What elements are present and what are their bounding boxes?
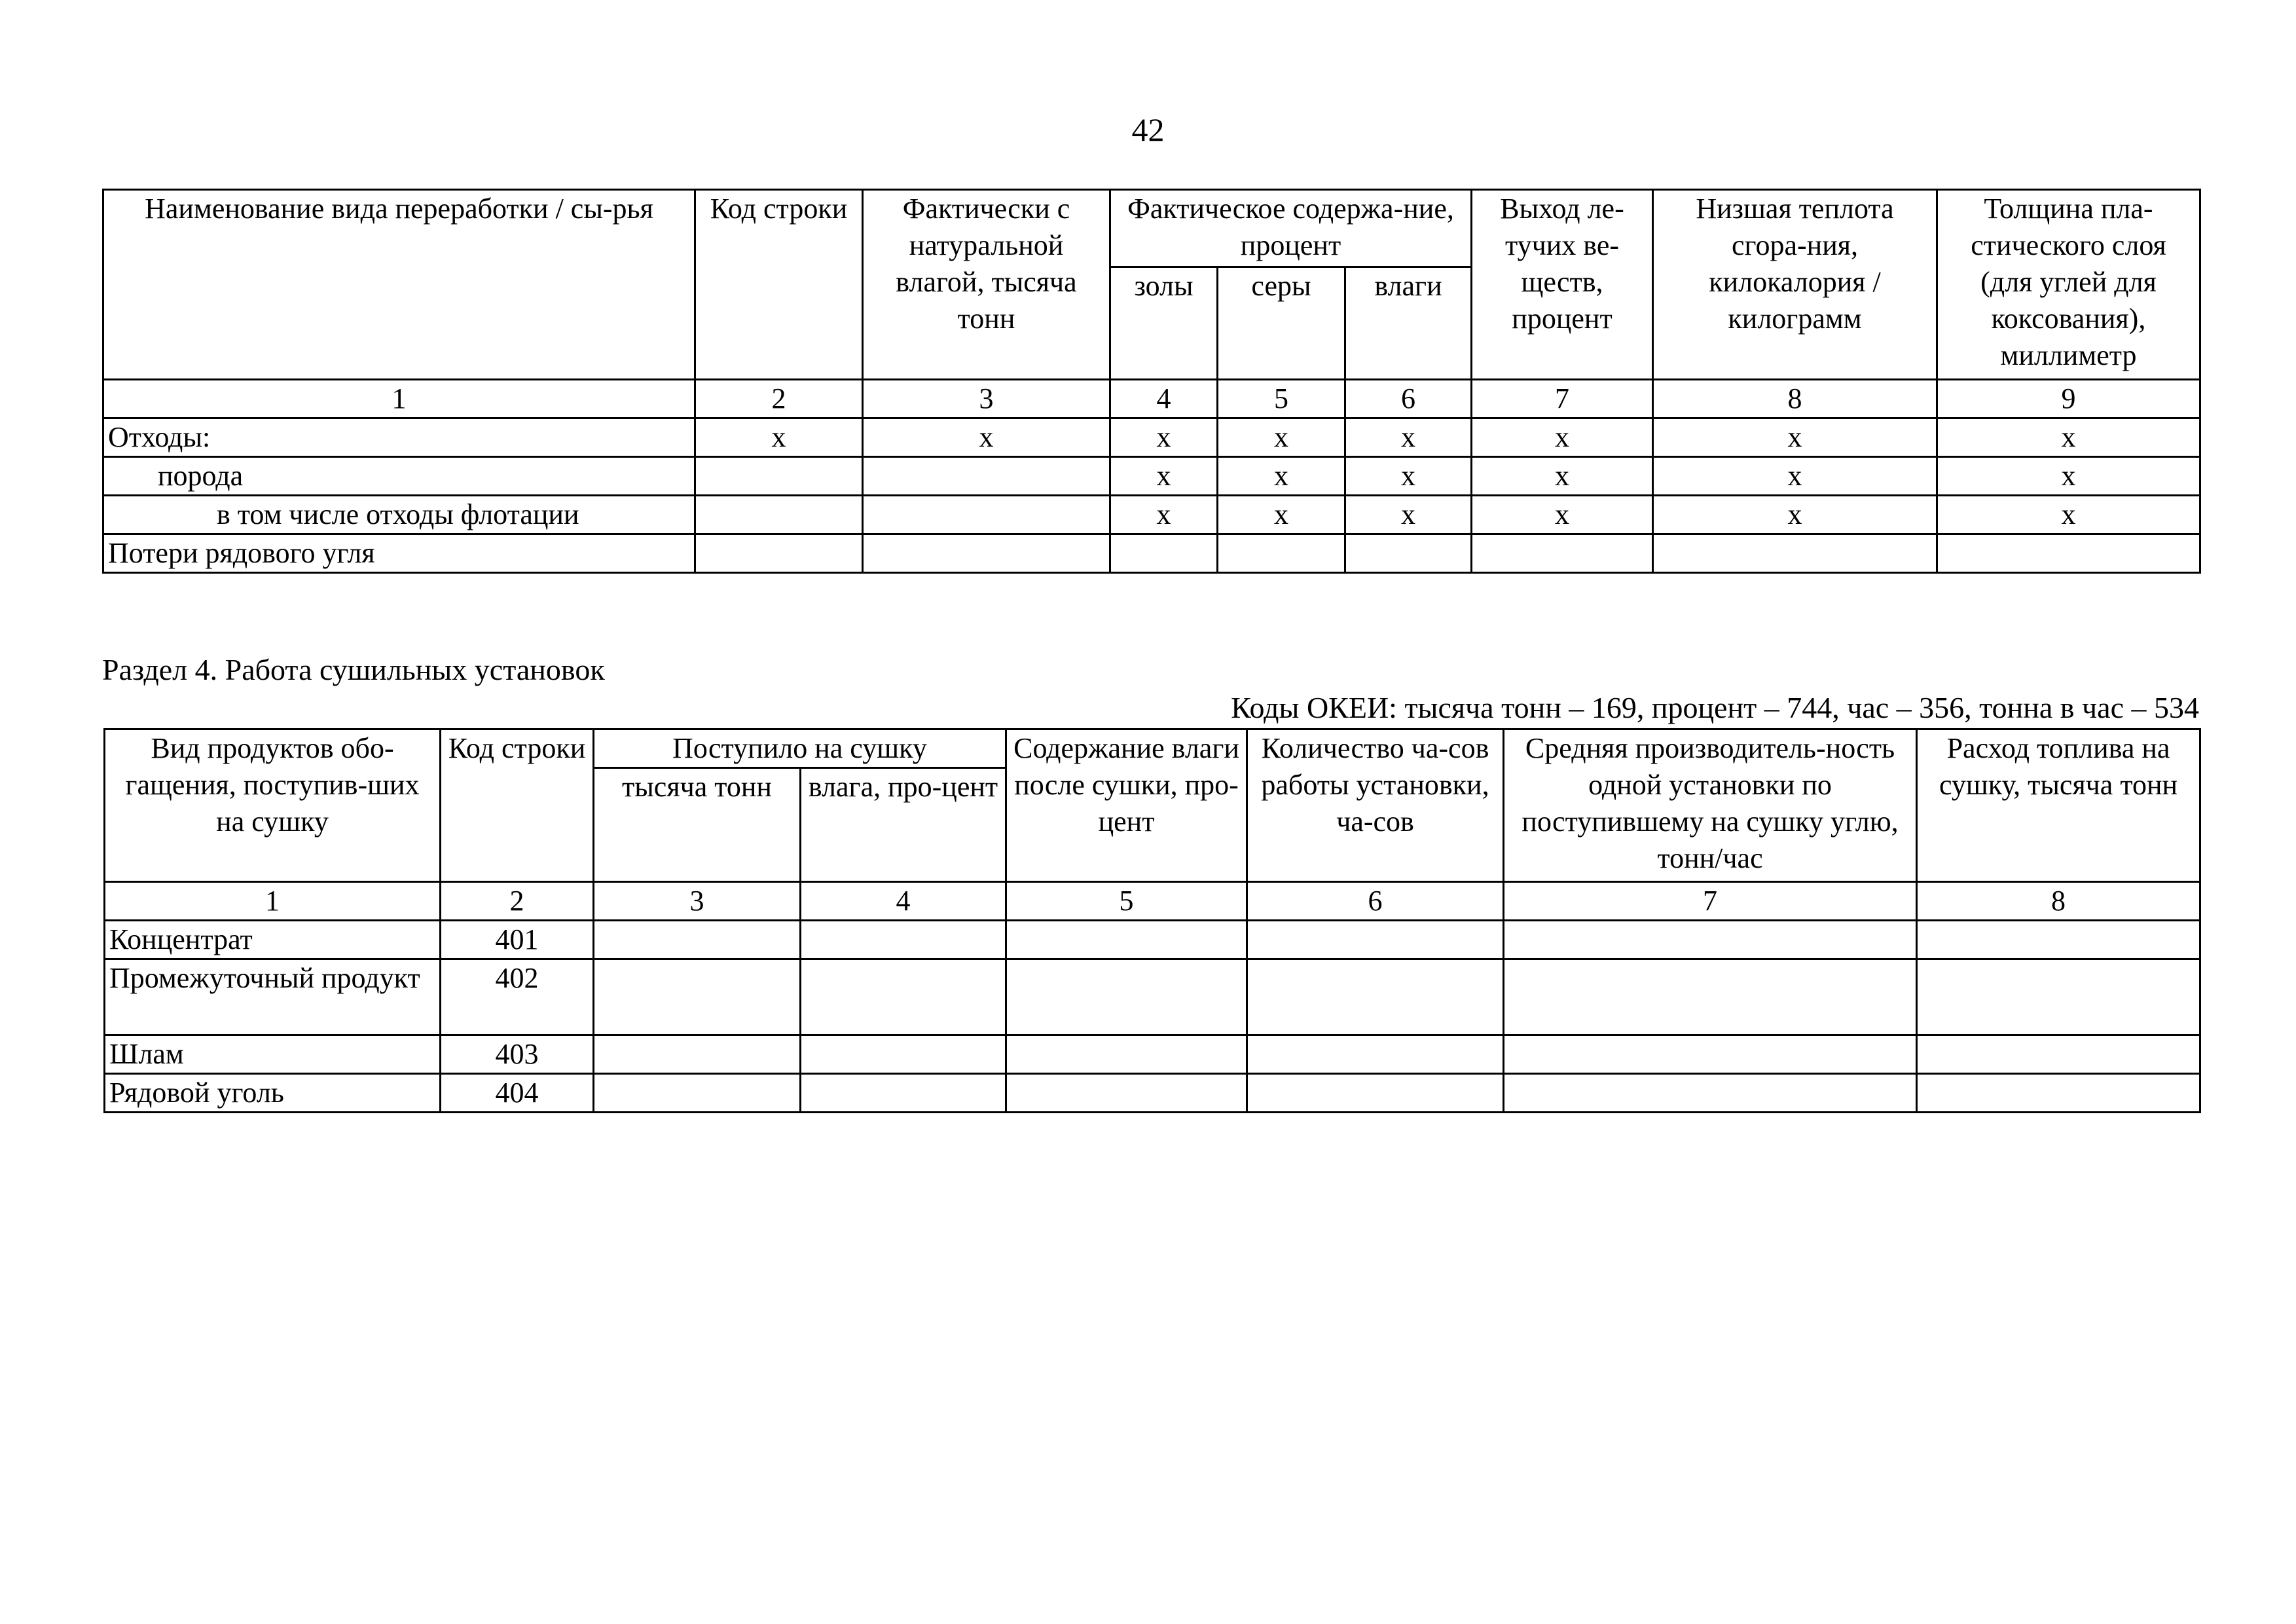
col-number: 5	[1218, 380, 1345, 418]
cell: х	[1937, 457, 2200, 496]
cell	[1653, 534, 1937, 573]
header-hours: Количество ча-сов работы установки, ча-сов	[1247, 729, 1504, 882]
row-code: 403	[441, 1035, 594, 1074]
cell	[594, 1074, 801, 1113]
cell: х	[1110, 496, 1218, 534]
section-title: Раздел 4. Работа сушильных установок	[102, 653, 605, 686]
cell	[1917, 1035, 2200, 1074]
table-row	[103, 496, 2200, 534]
cell	[1247, 1035, 1504, 1074]
row-label: Промежуточный продукт	[105, 959, 441, 1035]
header-calorific: Низшая теплота сгора-ния, килокалория /килограмм	[1653, 190, 1937, 380]
col-number: 7	[1504, 882, 1917, 921]
row-label: порода	[103, 457, 695, 496]
col-number: 8	[1653, 380, 1937, 418]
cell: х	[1218, 457, 1345, 496]
cell: х	[1110, 457, 1218, 496]
header-thousand-tons: тысяча тонн	[594, 768, 801, 882]
cell	[1472, 534, 1653, 573]
cell: х	[1345, 418, 1472, 457]
cell: х	[1472, 496, 1653, 534]
cell: х	[1345, 496, 1472, 534]
col-number: 6	[1345, 380, 1472, 418]
header-moisture-after: Содержание влаги после сушки, про-цент	[1006, 729, 1247, 882]
col-number: 4	[1110, 380, 1218, 418]
col-number: 7	[1472, 380, 1653, 418]
row-code: 402	[441, 959, 594, 1035]
col-number: 3	[594, 882, 801, 921]
cell	[1917, 959, 2200, 1035]
cell	[1504, 959, 1917, 1035]
table-row	[103, 418, 2200, 457]
col-number: 5	[1006, 882, 1247, 921]
cell	[1218, 534, 1345, 573]
col-number: 1	[103, 380, 695, 418]
header-actual: Фактически с натуральной влагой, тысяча тонн	[863, 190, 1110, 380]
okei-codes: Коды ОКЕИ: тысяча тонн – 169, процент – 744, час – 356, тонна в час – 534	[1231, 691, 2199, 724]
cell	[1917, 921, 2200, 959]
table-row	[105, 1074, 2200, 1113]
cell: х	[695, 418, 863, 457]
cell	[1247, 959, 1504, 1035]
header-fuel: Расход топлива на сушку, тысяча тонн	[1917, 729, 2200, 882]
cell: х	[1472, 457, 1653, 496]
header-avg-productivity: Средняя производитель-ность одной установки по поступившему на сушку углю, тонн/час	[1504, 729, 1917, 882]
col-number: 2	[695, 380, 863, 418]
cell	[594, 921, 801, 959]
row-label: Отходы:	[103, 418, 695, 457]
cell	[801, 1074, 1006, 1113]
cell	[863, 457, 1110, 496]
table-row	[103, 457, 2200, 496]
cell	[1937, 534, 2200, 573]
cell	[801, 921, 1006, 959]
cell: х	[1110, 418, 1218, 457]
cell	[1504, 1074, 1917, 1113]
cell	[1504, 921, 1917, 959]
cell	[594, 1035, 801, 1074]
table-row	[105, 1035, 2200, 1074]
col-number: 9	[1937, 380, 2200, 418]
row-label: Шлам	[105, 1035, 441, 1074]
cell: х	[1937, 418, 2200, 457]
table-row	[105, 921, 2200, 959]
cell: х	[863, 418, 1110, 457]
row-label: Потери рядового угля	[103, 534, 695, 573]
cell	[1110, 534, 1218, 573]
row-label: Рядовой уголь	[105, 1074, 441, 1113]
cell	[1006, 921, 1247, 959]
cell	[863, 534, 1110, 573]
col-number: 6	[1247, 882, 1504, 921]
processing-table	[102, 189, 2201, 574]
header-code: Код строки	[695, 190, 863, 380]
col-number: 3	[863, 380, 1110, 418]
row-code: 404	[441, 1074, 594, 1113]
cell	[695, 457, 863, 496]
cell	[1247, 1074, 1504, 1113]
cell	[695, 534, 863, 573]
drying-table	[103, 728, 2201, 1113]
cell: х	[1937, 496, 2200, 534]
cell: х	[1345, 457, 1472, 496]
cell	[1504, 1035, 1917, 1074]
table-row	[103, 534, 2200, 573]
cell: х	[1218, 496, 1345, 534]
cell: х	[1653, 457, 1937, 496]
cell: х	[1218, 418, 1345, 457]
row-label: Концентрат	[105, 921, 441, 959]
column-numbers-row	[103, 380, 2200, 418]
header-thickness: Толщина пла-стического слоя (для углей для коксования), миллиметр	[1937, 190, 2200, 380]
header-moisture: влаги	[1345, 267, 1472, 380]
cell	[1006, 959, 1247, 1035]
column-numbers-row	[105, 882, 2200, 921]
cell	[1917, 1074, 2200, 1113]
header-sulfur: серы	[1218, 267, 1345, 380]
cell	[695, 496, 863, 534]
header-ash: золы	[1110, 267, 1218, 380]
col-number: 1	[105, 882, 441, 921]
cell: х	[1653, 418, 1937, 457]
col-number: 8	[1917, 882, 2200, 921]
cell: х	[1472, 418, 1653, 457]
header-name: Наименование вида переработки / сы-рья	[103, 190, 695, 380]
header-volatile: Выход ле-тучих ве-ществ, процент	[1472, 190, 1653, 380]
header-content-group: Фактическое содержа-ние, процент	[1110, 190, 1472, 267]
table-row	[105, 959, 2200, 1035]
header-code: Код строки	[441, 729, 594, 882]
cell	[863, 496, 1110, 534]
header-received-group: Поступило на сушку	[594, 729, 1006, 768]
cell: х	[1653, 496, 1937, 534]
header-product: Вид продуктов обо-гащения, поступив-ших на сушку	[105, 729, 441, 882]
cell	[1345, 534, 1472, 573]
header-moisture: влага, про-цент	[801, 768, 1006, 882]
cell	[594, 959, 801, 1035]
cell	[801, 1035, 1006, 1074]
row-label: в том числе отходы флотации	[103, 496, 695, 534]
page-number: 42	[1131, 111, 1165, 148]
row-code: 401	[441, 921, 594, 959]
cell	[1006, 1074, 1247, 1113]
cell	[801, 959, 1006, 1035]
cell	[1247, 921, 1504, 959]
cell	[1006, 1035, 1247, 1074]
col-number: 2	[441, 882, 594, 921]
col-number: 4	[801, 882, 1006, 921]
